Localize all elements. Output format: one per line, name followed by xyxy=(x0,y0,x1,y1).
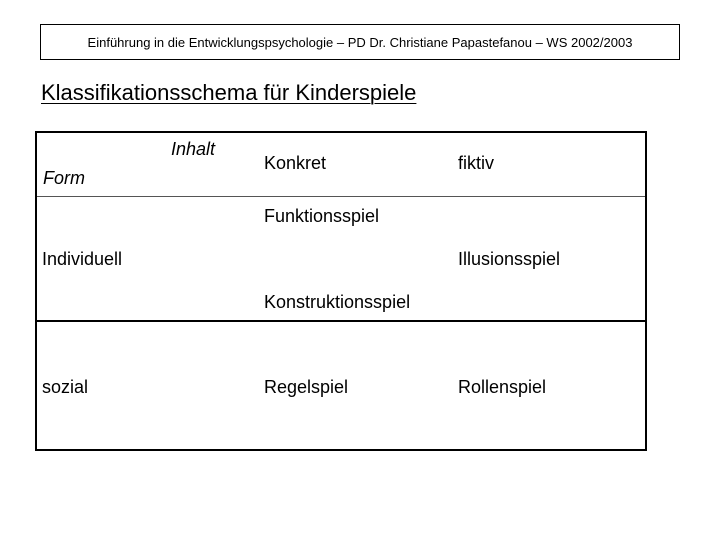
row-label-individuell: Individuell xyxy=(42,249,123,269)
cell-rollenspiel: Rollenspiel xyxy=(458,377,547,397)
lecture-header-text: Einführung in die Entwicklungspsychologie – PD Dr. Christiane Papastefanou – WS 2002/2003 xyxy=(87,34,633,50)
cell-illusionsspiel: Illusionsspiel xyxy=(458,249,561,269)
lecture-header xyxy=(40,24,680,60)
row-divider xyxy=(37,320,645,322)
page-title: Klassifikationsschema für Kinderspiele xyxy=(41,80,417,105)
corner-label-inhalt: Inhalt xyxy=(171,139,216,159)
column-header-konkret: Konkret xyxy=(264,153,327,173)
header-divider xyxy=(37,196,645,197)
cell-regelspiel: Regelspiel xyxy=(264,377,349,397)
row-label-sozial: sozial xyxy=(42,377,89,397)
column-header-fiktiv: fiktiv xyxy=(458,153,494,173)
classification-table xyxy=(35,131,647,451)
corner-label-form: Form xyxy=(43,168,85,188)
cell-funktionsspiel: Funktionsspiel xyxy=(264,206,380,226)
cell-konstruktionsspiel: Konstruktionsspiel xyxy=(264,292,411,312)
